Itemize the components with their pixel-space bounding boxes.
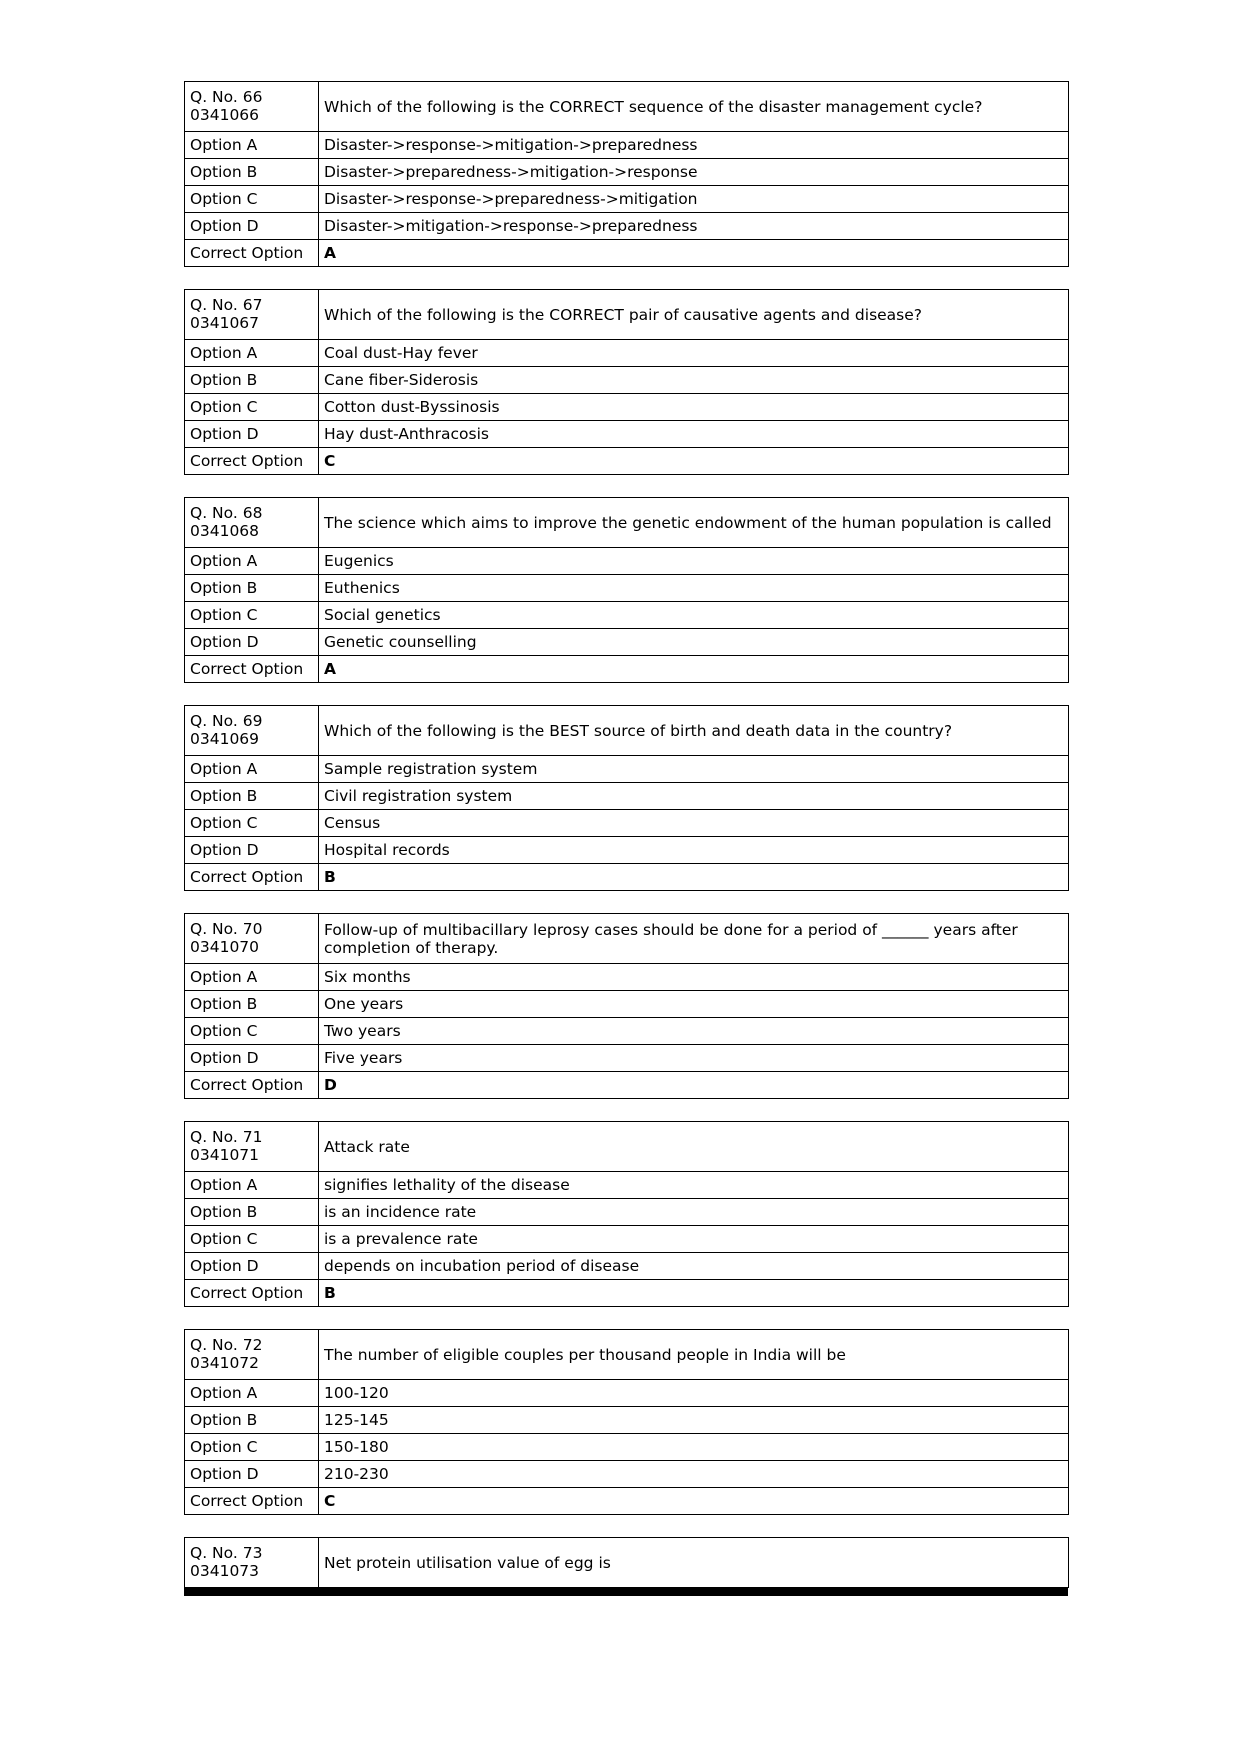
question-text: Net protein utilisation value of egg is xyxy=(319,1538,1069,1588)
question-number-cell xyxy=(185,82,319,132)
option-text: Sample registration system xyxy=(319,756,1069,783)
question-code: 0341067 xyxy=(190,314,260,332)
question-row xyxy=(185,706,1069,756)
option-text: 100-120 xyxy=(319,1380,1069,1407)
option-text: Eugenics xyxy=(319,548,1069,575)
option-label: Option D xyxy=(185,1045,319,1072)
option-label: Option A xyxy=(185,756,319,783)
question-table xyxy=(184,1537,1069,1588)
option-text: Hospital records xyxy=(319,837,1069,864)
option-row xyxy=(185,1253,1069,1280)
question-text: Attack rate xyxy=(319,1122,1069,1172)
option-label: Option A xyxy=(185,964,319,991)
option-text: depends on incubation period of disease xyxy=(319,1253,1069,1280)
question-number: Q. No. 70 xyxy=(190,920,263,938)
option-text: Genetic counselling xyxy=(319,629,1069,656)
question-number-cell xyxy=(185,706,319,756)
option-label: Option A xyxy=(185,340,319,367)
option-row xyxy=(185,1199,1069,1226)
correct-option-row xyxy=(185,1280,1069,1307)
correct-option-label: Correct Option xyxy=(185,656,319,683)
option-row xyxy=(185,991,1069,1018)
option-label: Option B xyxy=(185,575,319,602)
option-label: Option C xyxy=(185,186,319,213)
question-text: Which of the following is the BEST source of birth and death data in the country? xyxy=(319,706,1069,756)
option-row xyxy=(185,964,1069,991)
question-row xyxy=(185,1122,1069,1172)
question-number: Q. No. 67 xyxy=(190,296,263,314)
option-row xyxy=(185,1434,1069,1461)
question-number-cell xyxy=(185,1122,319,1172)
option-row xyxy=(185,1172,1069,1199)
option-label: Option C xyxy=(185,1018,319,1045)
question-number: Q. No. 66 xyxy=(190,88,263,106)
option-label: Option B xyxy=(185,783,319,810)
question-text: Which of the following is the CORRECT pair of causative agents and disease? xyxy=(319,290,1069,340)
correct-option-label: Correct Option xyxy=(185,240,319,267)
option-row xyxy=(185,548,1069,575)
option-text: Census xyxy=(319,810,1069,837)
option-text: Civil registration system xyxy=(319,783,1069,810)
option-label: Option B xyxy=(185,367,319,394)
option-row xyxy=(185,1226,1069,1253)
question-row xyxy=(185,1330,1069,1380)
correct-option-row xyxy=(185,864,1069,891)
question-code: 0341068 xyxy=(190,522,260,540)
question-table xyxy=(184,913,1069,1099)
question-table xyxy=(184,1329,1069,1515)
question-code: 0341066 xyxy=(190,106,260,124)
question-code: 0341070 xyxy=(190,938,260,956)
option-row xyxy=(185,159,1069,186)
option-row xyxy=(185,629,1069,656)
option-text: Hay dust-Anthracosis xyxy=(319,421,1069,448)
correct-option-value: D xyxy=(319,1072,1069,1099)
option-text: Cane fiber-Siderosis xyxy=(319,367,1069,394)
question-number: Q. No. 71 xyxy=(190,1128,263,1146)
question-row xyxy=(185,1538,1069,1588)
option-row xyxy=(185,394,1069,421)
option-text: Disaster->response->mitigation->preparedness xyxy=(319,132,1069,159)
option-label: Option C xyxy=(185,602,319,629)
option-row xyxy=(185,810,1069,837)
correct-option-value: B xyxy=(319,1280,1069,1307)
option-label: Option D xyxy=(185,1253,319,1280)
option-label: Option A xyxy=(185,548,319,575)
option-text: Disaster->preparedness->mitigation->response xyxy=(319,159,1069,186)
question-text: Which of the following is the CORRECT sequence of the disaster management cycle? xyxy=(319,82,1069,132)
question-sheet xyxy=(184,81,1068,1596)
page-cut-bar xyxy=(184,1588,1068,1596)
correct-option-row xyxy=(185,448,1069,475)
option-row xyxy=(185,602,1069,629)
option-text: Cotton dust-Byssinosis xyxy=(319,394,1069,421)
option-label: Option C xyxy=(185,810,319,837)
option-text: Six months xyxy=(319,964,1069,991)
question-code: 0341071 xyxy=(190,1146,260,1164)
correct-option-row xyxy=(185,1072,1069,1099)
option-text: is an incidence rate xyxy=(319,1199,1069,1226)
question-row xyxy=(185,82,1069,132)
correct-option-label: Correct Option xyxy=(185,1280,319,1307)
option-row xyxy=(185,783,1069,810)
option-row xyxy=(185,1461,1069,1488)
question-number-cell xyxy=(185,290,319,340)
option-row xyxy=(185,367,1069,394)
option-row xyxy=(185,1018,1069,1045)
correct-option-value: A xyxy=(319,656,1069,683)
option-label: Option B xyxy=(185,991,319,1018)
option-text: Disaster->response->preparedness->mitigation xyxy=(319,186,1069,213)
option-row xyxy=(185,132,1069,159)
option-text: 210-230 xyxy=(319,1461,1069,1488)
correct-option-value: A xyxy=(319,240,1069,267)
correct-option-value: C xyxy=(319,448,1069,475)
option-label: Option B xyxy=(185,159,319,186)
option-label: Option D xyxy=(185,629,319,656)
option-row xyxy=(185,575,1069,602)
question-code: 0341072 xyxy=(190,1354,260,1372)
option-text: One years xyxy=(319,991,1069,1018)
option-label: Option C xyxy=(185,1226,319,1253)
question-table xyxy=(184,81,1069,267)
correct-option-value: C xyxy=(319,1488,1069,1515)
option-label: Option B xyxy=(185,1199,319,1226)
question-table xyxy=(184,289,1069,475)
option-text: 150-180 xyxy=(319,1434,1069,1461)
option-row xyxy=(185,340,1069,367)
option-text: signifies lethality of the disease xyxy=(319,1172,1069,1199)
question-number: Q. No. 72 xyxy=(190,1336,263,1354)
option-row xyxy=(185,1380,1069,1407)
question-table xyxy=(184,497,1069,683)
option-label: Option C xyxy=(185,1434,319,1461)
option-text: Disaster->mitigation->response->preparedness xyxy=(319,213,1069,240)
question-code: 0341069 xyxy=(190,730,260,748)
question-number: Q. No. 73 xyxy=(190,1544,263,1562)
question-code: 0341073 xyxy=(190,1562,260,1580)
option-label: Option D xyxy=(185,421,319,448)
option-label: Option A xyxy=(185,1172,319,1199)
question-row xyxy=(185,290,1069,340)
option-row xyxy=(185,1045,1069,1072)
option-label: Option D xyxy=(185,213,319,240)
correct-option-row xyxy=(185,656,1069,683)
question-table xyxy=(184,1121,1069,1307)
option-label: Option C xyxy=(185,394,319,421)
correct-option-label: Correct Option xyxy=(185,864,319,891)
question-table xyxy=(184,705,1069,891)
correct-option-label: Correct Option xyxy=(185,448,319,475)
correct-option-row xyxy=(185,1488,1069,1515)
option-row xyxy=(185,186,1069,213)
question-number-cell xyxy=(185,1330,319,1380)
correct-option-label: Correct Option xyxy=(185,1488,319,1515)
question-number: Q. No. 68 xyxy=(190,504,263,522)
option-row xyxy=(185,213,1069,240)
correct-option-label: Correct Option xyxy=(185,1072,319,1099)
option-text: 125-145 xyxy=(319,1407,1069,1434)
option-row xyxy=(185,1407,1069,1434)
option-text: Social genetics xyxy=(319,602,1069,629)
option-row xyxy=(185,837,1069,864)
option-text: Euthenics xyxy=(319,575,1069,602)
question-row xyxy=(185,914,1069,964)
option-label: Option B xyxy=(185,1407,319,1434)
option-label: Option A xyxy=(185,1380,319,1407)
option-text: Five years xyxy=(319,1045,1069,1072)
option-text: is a prevalence rate xyxy=(319,1226,1069,1253)
question-number-cell xyxy=(185,498,319,548)
correct-option-row xyxy=(185,240,1069,267)
option-text: Two years xyxy=(319,1018,1069,1045)
option-row xyxy=(185,421,1069,448)
question-row xyxy=(185,498,1069,548)
question-text: The number of eligible couples per thousand people in India will be xyxy=(319,1330,1069,1380)
option-label: Option A xyxy=(185,132,319,159)
option-text: Coal dust-Hay fever xyxy=(319,340,1069,367)
question-number: Q. No. 69 xyxy=(190,712,263,730)
option-label: Option D xyxy=(185,837,319,864)
option-row xyxy=(185,756,1069,783)
question-text: The science which aims to improve the genetic endowment of the human population is called xyxy=(319,498,1069,548)
correct-option-value: B xyxy=(319,864,1069,891)
question-number-cell xyxy=(185,914,319,964)
question-text: Follow-up of multibacillary leprosy cases should be done for a period of ______ years after completion of therapy. xyxy=(319,914,1069,964)
question-number-cell xyxy=(185,1538,319,1588)
option-label: Option D xyxy=(185,1461,319,1488)
